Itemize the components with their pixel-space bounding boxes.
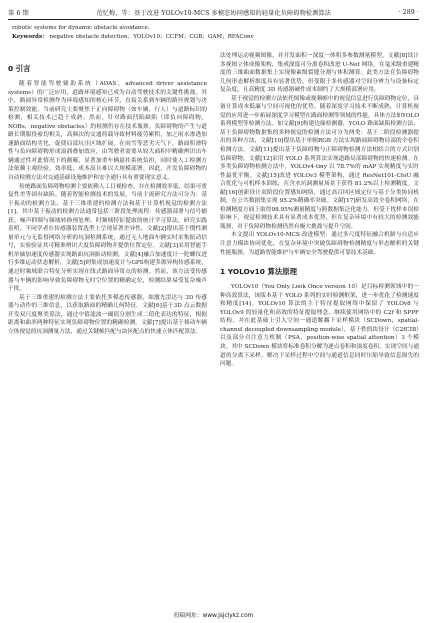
running-header bbox=[8, 6, 419, 18]
paragraph: 基于三维重建的检测方法主要依托多模态传感器，如激光雷达与 3D 传感器与动作的三维信息，以获取路面的精确几何特征。文献[6]基于3D 点云数据开发双尺度聚类算法，通过中值滤波一阈值分割生成二值化表达的特征，根据距离和曲率两种特征实现负障碍物位置的精确检测。文献[7]提出基于移动车辆立体视觉的坑洞测量方法，通过关键帧匹配与块区配点的快速立体匹配算法。 bbox=[8, 294, 207, 335]
issue-number: 第 6 期 bbox=[8, 9, 29, 17]
abstract-tail: robotic systems for dynamic obstacle avoidance. bbox=[12, 25, 150, 31]
paragraph: 法处理运动视频图像，并开发面积一深度一体积多参数测量模型，文献[8]设计多视图立体成像架构，集成深度可分离卷积改进 U-Net 网络，在毫米级重建精度的三维曲面数据集上实现像素级裂缝分割与体积测算。此类方法在负障碍物几何形态解析维度具有显著优势，但受限于多传感器对空间分辨力与设备标定复杂度，且高精度 3D 传感器硬件成本制约了大规模部署应用。 bbox=[220, 53, 419, 94]
right-column bbox=[220, 52, 419, 369]
paragraph: YOLOv10（You Only Look Once version 10）是目标检测领域中的一种高效算法，该版本基于 YOLO 系列的实时检测框架，进一步优化了检测速度和精度[14]。YOLOv10 算法的主干特征提取网络中保留了 YOLOv8 与 YOLOv9 的轻量化和高效的特征提取理念，继续使用网络中的 C2f 和 SPPF 结构，并在此基础上引入空间一通道解耦下采样模块（SCDown，spatial-channel decoupled downsampling module），基于秩的块设计（C2fCIB）以及部分自注意力机制（PSA，position-wise spatial attention）3 个模块。其中 SCDown 模块将标准卷积分解为逐点卷积和深度卷积，实现空间与通道的分离下采样，解决下采样过程中空间与通道信息同时压缩导致信息损失的问题。 bbox=[220, 284, 420, 368]
paragraph: 本文提出 YOLOv10-MCS 改进模型：通过多尺度特征融合机制与自适应注意力模块协同优化，在复杂环境中突破负障碍物检测精度与形态解析的关键性能瓶颈，为道路智能维护与车辆安全驾驶提供可靠技术基础。 bbox=[220, 232, 419, 256]
keywords-line bbox=[12, 33, 415, 42]
paragraph: 传统路面负障碍物检测主要依赖人工目视检查，存在检测效率低、结果可重复性差等固有缺陷。随着智能检测技术的发展，当前主流研究方法可分为：基于振动的检测方法、基于三维重建的检测方法和基于计算机视觉的检测方法[1]。其中基于振动的检测方法通常包括三阶段处理流程：传感器部署与信号捕获、噪声抑制与频域转换预处理、时频域特征提取的统计学习算法。研究实践表明，不同学者在传感器装置选型上呈现显著差异性。文献[2]提出基于惯性测量单元与无监督网络分析的坑洞检测系统，通过无人地面车辆实时采集振动信号，实验验证其可精准辨识大度负障碍物并提供位置定位。文献[3]采用智能手机单轴加速度传感器实现路面坑洞振动检测，文献[4]融合加速度计一陀螺仪进行多维运动状态解析，文献[5]则集成加速度计与GPS构建多源异构传感系统，通过时频域联合特征分析实现在线式路面异常点的检测。然而，该方法受传感器与车辆的影响导致负障碍物无时空位置的精确定位，检测结果易受复杂噪声干扰。 bbox=[8, 183, 207, 293]
paragraph: 随着智能驾驶辅助系统（ADAS，advanced driver assistance systems）的广泛应用，道路环境感知已成为自动驾驶技术的关键性挑战。其中，路面异常检测作为环境感知的核心环节，直接关系到车辆的路径规划与决策控制效能。当前研究主要聚焦于正向障碍物（如车辆、行人）与道路标识的检测，相关技术已趋于成熟。然而，针对路面凹陷缺陷（即负向障碍物，NOBs，negative obstacles）的检测仍存在技术瓶颈。负障碍物的产生与道路长期服役密切相关，高频次的交通荷载导致材料疲劳累积，加之雨水渗透加速路面结构劣化，促使局部坑洼区域扩展。在雨雪等恶劣天气下，路面积滑特性与负向障碍物形成湿润叠加效应，由驾驶者需要从较大面积中精确辨识出车辆通过性对此情况下的颠簸，显著加重车辆悬挂系统负担，同时使人工检测方法依赖主观经验，效率低，成本高且难以大规模部署。因此，开发负障碍物的自动检测方法对交通基础设施维护和安全通行具有重要现实意义。 bbox=[8, 81, 207, 182]
running-title: 范忆梅，等：基于改进 YOLOv10-MCS 多模态协同感知的轻量化负障碍物检测算法 bbox=[96, 9, 332, 17]
section-title-yolo: 1 YOLOv10 算法原理 bbox=[220, 267, 298, 277]
keywords-label: Keywords： bbox=[12, 33, 48, 40]
paragraph: 基于视觉的检测方法依托图像或视频帧中的视觉信息进行负障碍物定位，具备计算成本低廉与空间可视化的优势。随着深度学习技术不断成熟，计算机视觉的应用进一步拓展深度学习模型在路面检测等领域的性能，具体方法如YOLO 系列模型等检测方法。如文献[9]构建边缘检测器，YOLO 路面缺陷检测方法，基于负障碍物数据集的多种视觉的检测方法可分为两类：基于二阶段检测器提出的各种方法，文献[10]提出基于单帧RGB 方法实现路面障碍物局部的全卷积检测方法。文献[11]提出基于负障碍物与正障碍物检测方法相结合的方式识别负障碍物。文献[12]采用 YOLO 系列算法实现道路局部障碍物的快速检测。在多类负障碍物检测方法中，YOLOv4-tiny 以 78.7%的 mAP 实现精度与实时性最优平衡。文献[15]改进 YOLOv3 模型架构，通过 ResNet101-CIoU 融合优化与可机样本训练，在含水坑洞测量场景下获得 81.2%以上检测精度。文献[16]创新设计双阶段位置感知网络，通过高召回区域定位与基于分类协同机制，在公共数据集实现 95.2%精确率突破。文献[17]研发高效全卷积网络，在检测精度方面上取得98.95%测量精度与跨数据集泛化能力。但受干扰样本误检影响下，视觉检测技术具有显著成本优势，但在复杂环境中有较大的检测效能瓶颈，对于负障碍物检测仍然有极大挑战与提升空间。 bbox=[220, 95, 419, 230]
header-rule bbox=[8, 19, 419, 20]
abstract-tail-block bbox=[12, 24, 415, 41]
footer-url: 投稿网址：www.jsjclykz.com bbox=[173, 613, 254, 619]
left-column bbox=[8, 52, 207, 336]
section-title-intro: 0 引言 bbox=[8, 64, 31, 73]
page-number: · 289 · bbox=[398, 8, 419, 16]
keywords-value: negative obstacle detection；YOLOv10；CCFM；CGB；GAM；RFAConv bbox=[49, 33, 254, 40]
